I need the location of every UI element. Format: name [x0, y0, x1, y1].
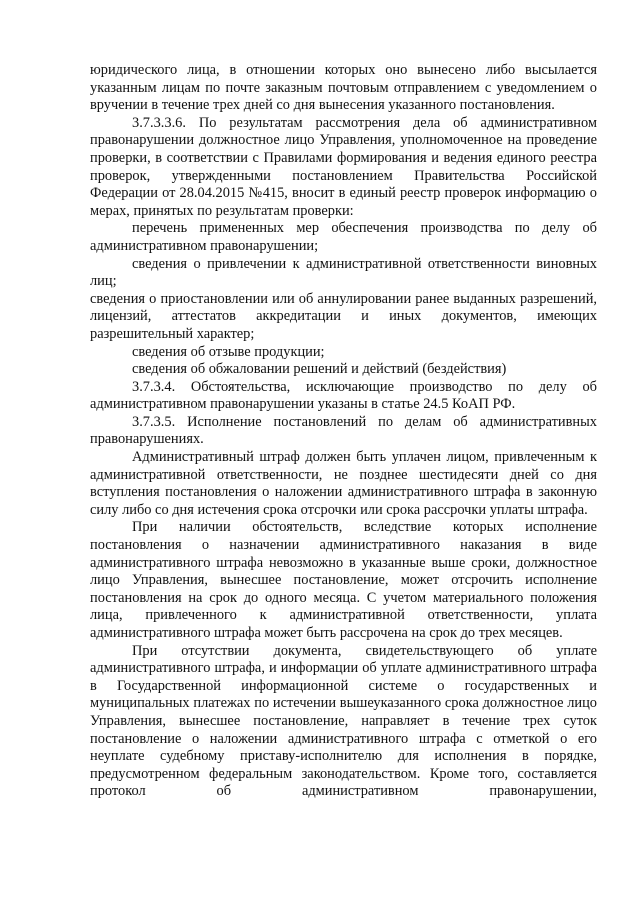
paragraph-10: Административный штраф должен быть уплачен лицом, привлеченным к административной ответственности, не позднее шестидесяти дней со дня вступления постановления о наложении административного штрафа в законную силу либо со дня истечения срока отсрочки или срока рассрочки уплаты штрафа.	[90, 449, 597, 518]
paragraph-2: 3.7.3.3.6. По результатам рассмотрения дела об административном правонарушении должностное лицо Управления, уполномоченное на проведение проверки, в соответствии с Правилами формирования и ведения единого реестра проверок, утвержденными постановлением Правительства Российской Федерации от 28.04.2015 №415, вносит в единый реестр проверок информацию о мерах, принятых по результатам проверки:	[90, 114, 597, 219]
paragraph-6: сведения об отзыве продукции;	[132, 343, 325, 360]
paragraph-12: При отсутствии документа, свидетельствующего об уплате административного штрафа, и информации об уплате административного штрафа в Государственной информационной системе о государственных и муниципальных платежах по истечении вышеуказанного срока должностное лицо Управления, вынесшее постановление, направляет в течение трех суток постановление о наложении административного штрафа с отметкой о его неуплате судебному приставу-исполнителю для исполнения в порядке, предусмотренном федеральным законодательством. Кроме того, составляется протокол об административном правонарушении,	[90, 642, 597, 800]
paragraph-7: сведения об обжаловании решений и действий (бездействия)	[132, 361, 507, 378]
paragraph-8: 3.7.3.4. Обстоятельства, исключающие производство по делу об административном правонарушении указаны в статье 24.5 КоАП РФ.	[90, 378, 597, 413]
paragraph-4: сведения о привлечении к административной ответственности виновных лиц;	[90, 255, 597, 290]
paragraph-1: юридического лица, в отношении которых оно вынесено либо высылается указанным лицам по почте заказным почтовым отправлением с уведомлением о вручении в течение трех дней со дня вынесения указанного постановления.	[90, 62, 597, 114]
paragraph-5: сведения о приостановлении или об аннулировании ранее выданных разрешений, лицензий, аттестатов аккредитации и иных документов, имеющих разрешительный характер;	[90, 290, 597, 342]
paragraph-9: 3.7.3.5. Исполнение постановлений по делам об административных правонарушениях.	[90, 413, 597, 448]
document-page	[90, 62, 597, 801]
paragraph-3: перечень примененных мер обеспечения производства по делу об административном правонарушении;	[90, 220, 597, 254]
paragraph-11: При наличии обстоятельств, вследствие которых исполнение постановления о назначении административного наказания в виде административного штрафа невозможно в указанные выше сроки, должностное лицо Управления, вынесшее постановление, может отсрочить исполнение постановления на срок до одного месяца. С учетом материального положения лица, привлеченного к административной ответственности, уплата административного штрафа может быть рассрочена на срок до трех месяцев.	[90, 519, 597, 641]
